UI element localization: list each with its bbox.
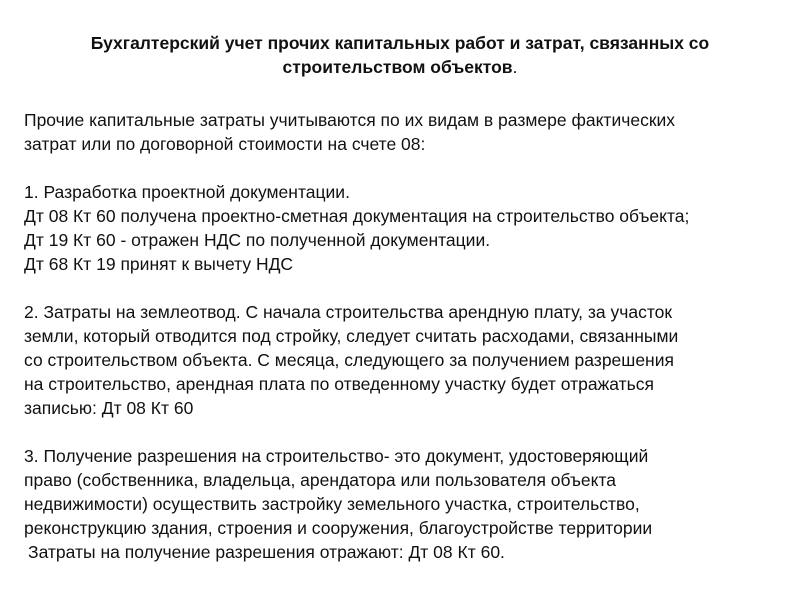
section-3-heading: 3. Получение разрешения на строительство- это документ, удостоверяющий xyxy=(24,446,649,466)
section-2 xyxy=(24,300,784,420)
section-1-heading: 1. Разработка проектной документации. xyxy=(24,182,350,202)
title-line-2-text: строительством объектов xyxy=(282,57,513,77)
title-dot: . xyxy=(512,57,518,77)
section-3-line: недвижимости) осуществить застройку земельного участка, строительство, xyxy=(24,494,640,514)
section-2-line: записью: Дт 08 Кт 60 xyxy=(24,398,194,418)
slide-title xyxy=(40,31,760,79)
paragraph-gap xyxy=(24,420,784,444)
section-1 xyxy=(24,180,784,276)
paragraph-gap xyxy=(24,156,784,180)
section-2-heading: 2. Затраты на землеотвод. С начала строительства арендную плату, за участок xyxy=(24,302,673,322)
paragraph-gap xyxy=(24,276,784,300)
section-1-line: Дт 19 Кт 60 - отражен НДС по полученной документации. xyxy=(24,230,491,250)
section-2-line: на строительство, арендная плата по отведенному участку будет отражаться xyxy=(24,374,654,394)
section-1-line: Дт 08 Кт 60 получена проектно-сметная документация на строительство объекта; xyxy=(24,206,690,226)
slide-body xyxy=(24,108,784,564)
section-2-line: земли, который отводится под стройку, следует считать расходами, связанными xyxy=(24,326,679,346)
intro-paragraph xyxy=(24,108,784,156)
section-3-line: реконструкцию здания, строения и сооружения, благоустройстве территории xyxy=(24,518,653,538)
section-2-line: со строительством объекта. С месяца, следующего за получением разрешения xyxy=(24,350,674,370)
title-line-1: Бухгалтерский учет прочих капитальных работ и затрат, связанных со xyxy=(90,33,710,53)
title-line-2 xyxy=(40,55,760,79)
section-3-line: Затраты на получение разрешения отражают: Дт 08 Кт 60. xyxy=(28,542,505,562)
section-3-line: право (собственника, владельца, арендатора или пользователя объекта xyxy=(24,470,617,490)
section-1-line: Дт 68 Кт 19 принят к вычету НДС xyxy=(24,254,294,274)
intro-line: Прочие капитальные затраты учитываются по их видам в размере фактических xyxy=(24,110,675,130)
section-3 xyxy=(24,444,784,564)
intro-line: затрат или по договорной стоимости на счете 08: xyxy=(24,134,426,154)
